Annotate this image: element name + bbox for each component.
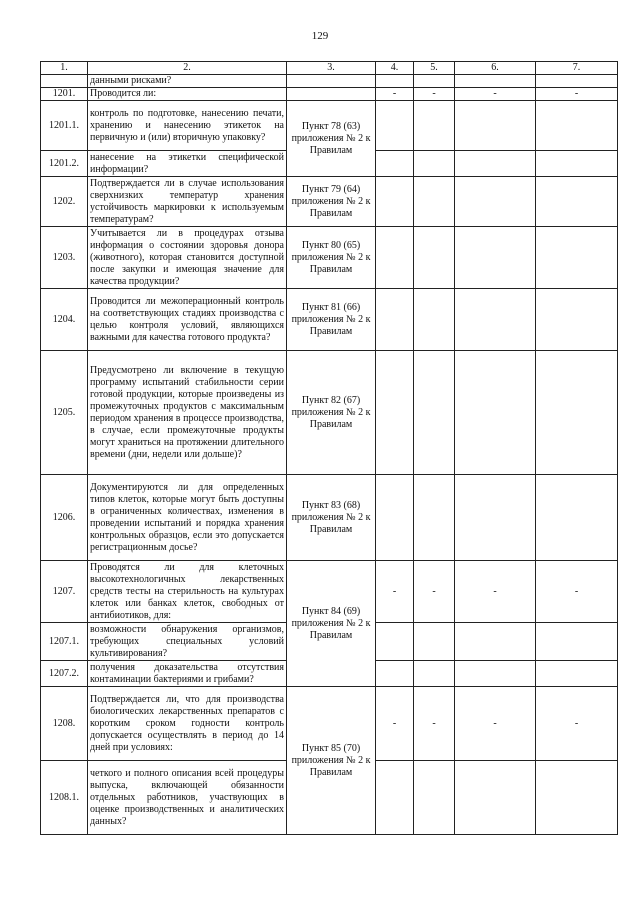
table-row (41, 227, 618, 289)
answer-cell: - (455, 687, 536, 761)
row-number: 1207. (41, 561, 88, 623)
table-row (41, 289, 618, 351)
answer-cell (376, 661, 414, 687)
answer-cell (376, 475, 414, 561)
answer-cell (536, 151, 618, 177)
answer-cell (414, 351, 455, 475)
row-question: получения доказательства отсутствия контаминации бактериями и грибами? (88, 661, 287, 687)
row-question: Подтверждается ли в случае использования сверхнизких температур хранения устойчивость маркировки к используемым температурам? (88, 177, 287, 227)
answer-cell (536, 351, 618, 475)
table-row (41, 101, 618, 151)
answer-cell: - (455, 88, 536, 101)
answer-cell (414, 177, 455, 227)
checklist-table (40, 61, 618, 835)
answer-cell: - (455, 561, 536, 623)
table-row (41, 561, 618, 623)
answer-cell (376, 151, 414, 177)
row-reference: Пункт 81 (66) приложения № 2 к Правилам (287, 289, 376, 351)
page-number: 129 (311, 30, 329, 42)
answer-cell (414, 151, 455, 177)
answer-cell (414, 623, 455, 661)
answer-cell (414, 227, 455, 289)
answer-cell (455, 101, 536, 151)
table-row (41, 351, 618, 475)
table-row (41, 687, 618, 761)
row-number: 1203. (41, 227, 88, 289)
row-question: данными рисками? (88, 75, 287, 88)
answer-cell (376, 177, 414, 227)
row-number: 1206. (41, 475, 88, 561)
answer-cell: - (414, 561, 455, 623)
answer-cell (536, 761, 618, 835)
table-row (41, 88, 618, 101)
row-number: 1201. (41, 88, 88, 101)
answer-cell (376, 761, 414, 835)
table-header-row (41, 62, 618, 75)
header-col-6: 6. (455, 62, 536, 75)
answer-cell (455, 351, 536, 475)
header-col-5: 5. (414, 62, 455, 75)
answer-cell: - (414, 88, 455, 101)
answer-cell (455, 475, 536, 561)
row-number: 1207.1. (41, 623, 88, 661)
answer-cell (536, 177, 618, 227)
answer-cell: - (376, 687, 414, 761)
row-question: Подтверждается ли, что для производства биологических лекарственных препаратов с коротким сроком годности контроль допускается осуществлять в период до 14 дней при условиях: (88, 687, 287, 761)
row-reference: Пункт 82 (67) приложения № 2 к Правилам (287, 351, 376, 475)
answer-cell: - (536, 88, 618, 101)
row-number: 1207.2. (41, 661, 88, 687)
table-row (41, 475, 618, 561)
answer-cell (376, 289, 414, 351)
answer-cell (376, 351, 414, 475)
row-reference: Пункт 83 (68) приложения № 2 к Правилам (287, 475, 376, 561)
row-reference (287, 88, 376, 101)
row-question: Предусмотрено ли включение в текущую программу испытаний стабильности серии готовой продукции, которые произведены из промежуточных продуктов с максимальным периодом хранения в процессе производства, в случае, если промежуточные продукты могут храниться на протяжении длительного времени (дни, недели или дольше)? (88, 351, 287, 475)
row-question: контроль по подготовке, нанесению печати, хранению и нанесению этикеток на первичную и (или) вторичную упаковку? (88, 101, 287, 151)
answer-cell (376, 623, 414, 661)
answer-cell (414, 661, 455, 687)
answer-cell (414, 289, 455, 351)
answer-cell (376, 227, 414, 289)
row-question: возможности обнаружения организмов, требующих специальных условий культивирования? (88, 623, 287, 661)
row-question: Проводится ли межоперационный контроль на соответствующих стадиях производства с целью контроля условий, являющихся важными для качества готового продукта? (88, 289, 287, 351)
header-col-7: 7. (536, 62, 618, 75)
row-reference: Пункт 79 (64) приложения № 2 к Правилам (287, 177, 376, 227)
answer-cell (536, 289, 618, 351)
answer-cell (536, 661, 618, 687)
answer-cell: - (536, 687, 618, 761)
row-question: нанесение на этикетки специфической информации? (88, 151, 287, 177)
answer-cell (376, 101, 414, 151)
answer-cell (536, 227, 618, 289)
answer-cell (414, 101, 455, 151)
row-number: 1205. (41, 351, 88, 475)
answer-cell: - (376, 561, 414, 623)
row-reference: Пункт 80 (65) приложения № 2 к Правилам (287, 227, 376, 289)
answer-cell: - (376, 88, 414, 101)
answer-cell (455, 177, 536, 227)
row-question: Проводится ли: (88, 88, 287, 101)
answer-cell (536, 475, 618, 561)
table-row (41, 75, 618, 88)
row-question: четкого и полного описания всей процедуры выпуска, включающей обязанности отдельных работников, участвующих в оценке производственных и аналитических данных? (88, 761, 287, 835)
row-number: 1202. (41, 177, 88, 227)
answer-cell (414, 761, 455, 835)
answer-cell (536, 101, 618, 151)
header-col-3: 3. (287, 62, 376, 75)
row-reference: Пункт 78 (63) приложения № 2 к Правилам (287, 101, 376, 177)
row-question: Документируются ли для определенных типов клеток, которые могут быть доступны в ограниченных количествах, изменения в проведении испытаний и порядка хранения контрольных образцов, если это допускается регистрационным досье? (88, 475, 287, 561)
row-number: 1201.2. (41, 151, 88, 177)
row-number: 1208.1. (41, 761, 88, 835)
row-reference: Пункт 84 (69) приложения № 2 к Правилам (287, 561, 376, 687)
answer-cell: - (536, 561, 618, 623)
row-number: 1208. (41, 687, 88, 761)
header-col-2: 2. (88, 62, 287, 75)
answer-cell (455, 761, 536, 835)
answer-cell: - (414, 687, 455, 761)
answer-cell (455, 151, 536, 177)
table-row (41, 177, 618, 227)
row-number: 1204. (41, 289, 88, 351)
row-number: 1201.1. (41, 101, 88, 151)
answer-cell (455, 289, 536, 351)
row-number (41, 75, 88, 88)
answer-cell (536, 623, 618, 661)
answer-cell (455, 227, 536, 289)
row-reference: Пункт 85 (70) приложения № 2 к Правилам (287, 687, 376, 835)
header-col-4: 4. (376, 62, 414, 75)
header-col-1: 1. (41, 62, 88, 75)
row-question: Учитывается ли в процедурах отзыва информация о состоянии здоровья донора (животного), которая становится доступной после закупки и имеющая значение для качества продукции? (88, 227, 287, 289)
answer-cell (455, 623, 536, 661)
answer-cell (414, 475, 455, 561)
row-question: Проводятся ли для клеточных высокотехнологичных лекарственных средств тесты на стерильность на культурах клеток или банках клеток, свободных от антибиотиков, для: (88, 561, 287, 623)
answer-cell (455, 661, 536, 687)
